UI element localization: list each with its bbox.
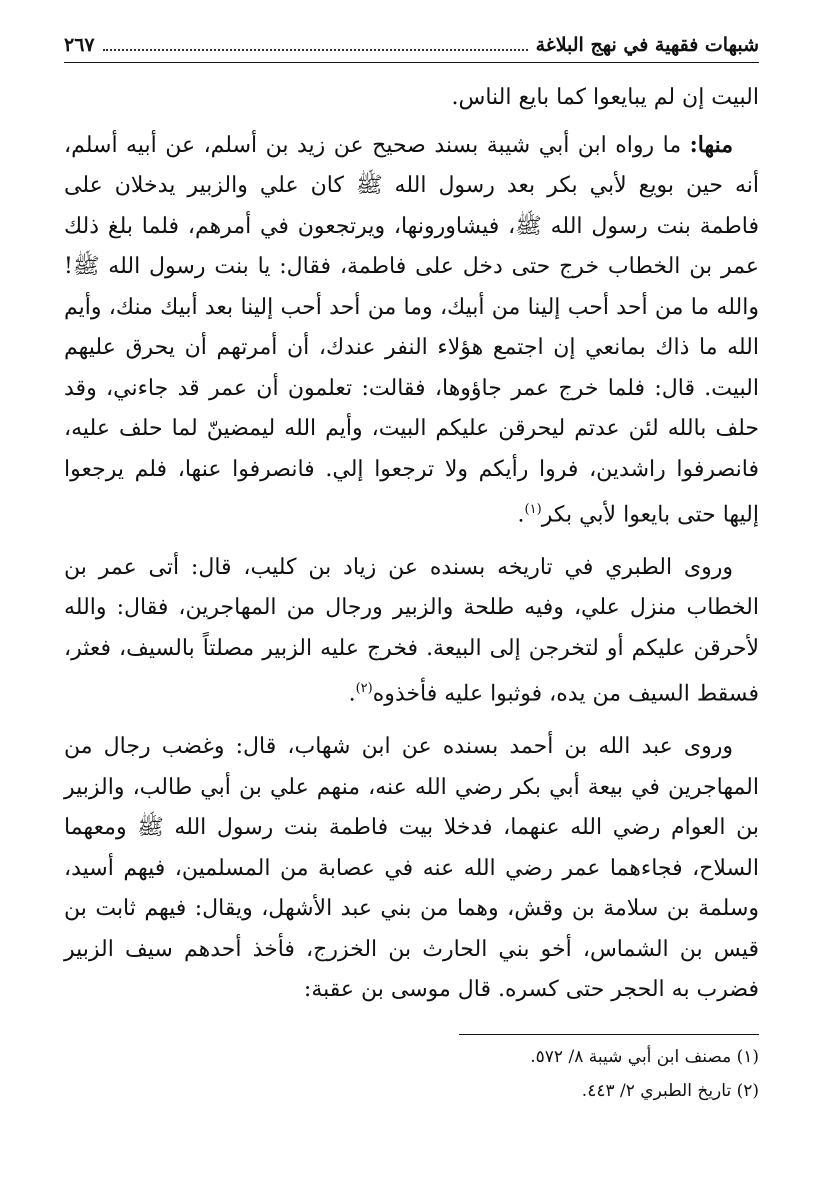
paragraph bbox=[64, 727, 759, 1011]
paragraph-text: وروى الطبري في تاريخه بسنده عن زياد بن كليب، قال: أتى عمر بن الخطاب منزل علي، وفيه طلحة والزبير ورجال من المهاجرين، فقال: والله لأحرقن عليكم أو لتخرجن إلى البيعة. فخرج عليه الزبير مصلتاً بالسيف، فعثر، فسقط السيف من يده، فوثبوا عليه فأخذوه bbox=[64, 554, 759, 707]
leader-dots bbox=[103, 39, 528, 51]
paragraph-text: وروى عبد الله بن أحمد بسنده عن ابن شهاب، قال: وغضب رجال من المهاجرين في بيعة أبي بكر رضي الله عنه، منهم علي بن أبي طالب، والزبير بن العوام رضي الله عنهما، فدخلا بيت فاطمة بنت رسول الله ﷺ ومعهما السلاح، فجاءهما عمر رضي الله عنه في عصابة من المسلمين، فيهم أسيد، وسلمة بن سلامة بن وقش، وهما من بني عبد الأشهل، ويقال: فيهم ثابت بن قيس بن الشماس، أخو بني الحارث بن الخزرج، فأخذ أحدهم سيف الزبير فضرب به الحجر حتى كسره. قال موسى بن عقبة: bbox=[64, 734, 759, 1003]
running-header bbox=[64, 28, 759, 62]
footnote: (١) مصنف ابن أبي شيبة ٨/ ٥٧٢. bbox=[530, 1047, 759, 1067]
paragraph bbox=[64, 78, 759, 119]
paragraph-lead: منها: bbox=[689, 131, 733, 158]
footnotes bbox=[64, 1040, 759, 1108]
book-title: شبهات فقهية في نهج البلاغة bbox=[535, 34, 759, 56]
page-number: ٢٦٧ bbox=[64, 34, 95, 56]
paragraph-text: ما رواه ابن أبي شيبة بسند صحيح عن زيد بن أسلم، عن أبيه أسلم، أنه حين بويع لأبي بكر بعد رسول الله ﷺ كان علي والزبير يدخلان على فاطمة بنت رسول الله ﷺ، فيشاورونها، ويرتجعون في أمرهم، فلما بلغ ذلك عمر بن الخطاب خرج حتى دخل على فاطمة، فقال: يا بنت رسول الله ﷺ! والله ما من أحد أحب إلينا من أبيك، وما من أحد أحب إلينا بعد أبيك منك، وأيم الله ما ذاك بمانعي إن اجتمع هؤلاء النفر عندك، أن أمرتهم أن يحرق عليهم البيت. قال: فلما خرج عمر جاؤوها، فقالت: تعلمون أن عمر قد جاءني، وقد حلف بالله لئن عدتم ليحرقن عليكم البيت، وأيم الله ليمضينّ لما حلف عليه، فانصرفوا راشدين، فروا رأيكم ولا ترجعوا إلي. فانصرفوا عنها، فلم يرجعوا إليها حتى بايعوا لأبي بكر bbox=[64, 132, 759, 528]
footnote-ref[interactable]: (٢) bbox=[355, 681, 373, 697]
paragraph: وروى الطبري في تاريخه بسنده عن زياد بن كليب، قال: أتى عمر بن الخطاب منزل علي، وفيه طلحة والزبير ورجال من المهاجرين، فقال: والله لأحرقن عليكم أو لتخرجن إلى البيعة. فخرج عليه الزبير مصلتاً بالسيف، فعثر، فسقط السيف من يده، فوثبوا عليه فأخذوه$^{(٢)}$. bbox=[64, 554, 759, 707]
header-rule bbox=[64, 62, 759, 63]
paragraph: منها: ما رواه ابن أبي شيبة بسند صحيح عن زيد بن أسلم، عن أبيه أسلم، أنه حين بويع لأبي بكر بعد رسول الله ﷺ كان علي والزبير يدخلان على فاطمة بنت رسول الله ﷺ، فيشاورونها، ويرتجعون في أمرهم، فلما بلغ ذلك عمر بن الخطاب خرج حتى دخل على فاطمة، فقال: يا بنت رسول الله ﷺ! والله ما من أحد أحب إلينا من أبيك، وما من أحد أحب إلينا بعد أبيك منك، وأيم الله ما ذاك بمانعي إن اجتمع هؤلاء النفر عندك، أن أمرتهم أن يحرق عليهم البيت. قال: فلما خرج عمر جاؤوها، فقالت: تعلمون أن عمر قد جاءني، وقد حلف بالله لئن عدتم ليحرقن عليكم البيت، وأيم الله ليمضينّ لما حلف عليه، فانصرفوا راشدين، فروا رأيكم ولا ترجعوا إلي. فانصرفوا عنها، فلم يرجعوا إليها حتى بايعوا لأبي بكر$^{(١)}$. bbox=[64, 131, 759, 528]
footnote: (٢) تاريخ الطبري ٢/ ٤٤٣. bbox=[581, 1081, 759, 1101]
main-text bbox=[64, 78, 759, 1023]
footnote-rule bbox=[459, 1034, 759, 1035]
footnote-ref[interactable]: (١) bbox=[524, 502, 542, 517]
paragraph-text: البيت إن لم يبايعوا كما بايع الناس. bbox=[451, 85, 759, 110]
